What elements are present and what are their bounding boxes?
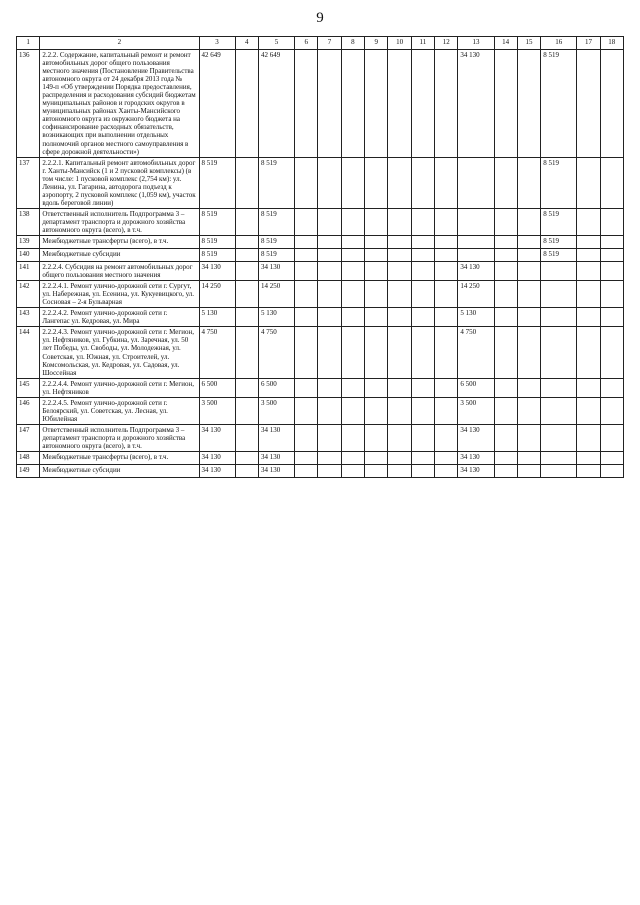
table-row <box>17 281 624 308</box>
amount-cell <box>541 308 577 327</box>
amount-cell <box>365 308 388 327</box>
amount-cell <box>318 281 341 308</box>
amount-cell <box>411 208 434 235</box>
amount-cell <box>235 397 258 424</box>
amount-cell <box>318 208 341 235</box>
amount-cell: 4 750 <box>258 327 294 378</box>
row-number-cell: 137 <box>17 157 40 208</box>
amount-cell <box>411 308 434 327</box>
column-header: 14 <box>494 37 517 50</box>
amount-cell <box>365 249 388 262</box>
amount-cell <box>517 465 540 478</box>
table-row <box>17 397 624 424</box>
amount-cell <box>517 424 540 451</box>
amount-cell <box>411 262 434 281</box>
amount-cell <box>541 397 577 424</box>
amount-cell: 34 130 <box>458 424 494 451</box>
amount-cell: 8 519 <box>199 236 235 249</box>
amount-cell: 6 500 <box>458 378 494 397</box>
row-name-cell: Межбюджетные трансферты (всего), в т.ч. <box>40 452 199 465</box>
amount-cell <box>411 465 434 478</box>
amount-cell <box>600 262 623 281</box>
amount-cell <box>494 327 517 378</box>
column-header: 7 <box>318 37 341 50</box>
amount-cell <box>388 262 411 281</box>
column-header: 11 <box>411 37 434 50</box>
budget-table <box>16 36 624 478</box>
amount-cell <box>411 236 434 249</box>
amount-cell <box>295 249 318 262</box>
table-row <box>17 157 624 208</box>
amount-cell <box>600 308 623 327</box>
amount-cell <box>435 249 458 262</box>
amount-cell <box>365 465 388 478</box>
row-name-cell: 2.2.2.4.5. Ремонт улично-дорожной сети г. Белоярский, ул. Советская, ул. Лесная, ул. Юбилейная <box>40 397 199 424</box>
amount-cell: 8 519 <box>541 249 577 262</box>
amount-cell <box>341 397 364 424</box>
amount-cell <box>600 208 623 235</box>
table-row <box>17 236 624 249</box>
amount-cell <box>388 397 411 424</box>
amount-cell <box>318 424 341 451</box>
amount-cell <box>411 424 434 451</box>
amount-cell: 5 130 <box>199 308 235 327</box>
amount-cell <box>517 236 540 249</box>
amount-cell <box>341 157 364 208</box>
amount-cell <box>341 236 364 249</box>
amount-cell <box>517 208 540 235</box>
table-row <box>17 327 624 378</box>
amount-cell <box>388 281 411 308</box>
table-row <box>17 452 624 465</box>
amount-cell <box>517 281 540 308</box>
amount-cell <box>600 249 623 262</box>
amount-cell <box>541 281 577 308</box>
budget-table-sheet <box>16 36 624 478</box>
amount-cell <box>577 50 600 158</box>
amount-cell <box>341 424 364 451</box>
amount-cell <box>494 50 517 158</box>
amount-cell <box>341 208 364 235</box>
amount-cell <box>235 327 258 378</box>
amount-cell <box>318 327 341 378</box>
amount-cell <box>577 465 600 478</box>
amount-cell <box>600 236 623 249</box>
amount-cell <box>435 281 458 308</box>
amount-cell <box>341 50 364 158</box>
amount-cell <box>388 236 411 249</box>
amount-cell <box>458 157 494 208</box>
amount-cell <box>517 308 540 327</box>
column-header: 9 <box>365 37 388 50</box>
amount-cell: 34 130 <box>199 262 235 281</box>
amount-cell: 3 500 <box>199 397 235 424</box>
amount-cell <box>600 50 623 158</box>
table-row <box>17 378 624 397</box>
amount-cell <box>318 465 341 478</box>
amount-cell <box>494 378 517 397</box>
amount-cell <box>600 465 623 478</box>
amount-cell <box>517 378 540 397</box>
amount-cell <box>517 157 540 208</box>
amount-cell <box>365 327 388 378</box>
amount-cell <box>411 397 434 424</box>
amount-cell <box>411 50 434 158</box>
amount-cell <box>600 397 623 424</box>
amount-cell <box>318 452 341 465</box>
column-header: 3 <box>199 37 235 50</box>
row-name-cell: 2.2.2.4.1. Ремонт улично-дорожной сети г. Сургут, ул. Набережная, ул. Есенина, ул. Кукуевицкого, ул. Сосновая – 2-я Бульварная <box>40 281 199 308</box>
amount-cell <box>435 465 458 478</box>
row-name-cell: 2.2.2.4. Субсидия на ремонт автомобильных дорог общего пользования местного значения <box>40 262 199 281</box>
amount-cell <box>541 465 577 478</box>
amount-cell <box>435 208 458 235</box>
table-row <box>17 262 624 281</box>
amount-cell <box>517 397 540 424</box>
amount-cell <box>341 378 364 397</box>
amount-cell <box>600 424 623 451</box>
amount-cell <box>388 208 411 235</box>
amount-cell: 4 750 <box>199 327 235 378</box>
amount-cell <box>494 281 517 308</box>
amount-cell <box>494 308 517 327</box>
amount-cell <box>411 157 434 208</box>
amount-cell <box>295 452 318 465</box>
amount-cell <box>341 327 364 378</box>
amount-cell <box>235 308 258 327</box>
amount-cell: 8 519 <box>199 249 235 262</box>
amount-cell <box>600 327 623 378</box>
amount-cell: 8 519 <box>199 208 235 235</box>
row-number-cell: 142 <box>17 281 40 308</box>
row-name-cell: 2.2.2.4.3. Ремонт улично-дорожной сети г. Мегион, ул. Нефтяников, ул. Губкина, ул. Заречная, ул. 50 лет Победы, ул. Свободы, ул. Молодежная, ул. Советская, ул. Южная, ул. Строителей, ул. Комсомольская, ул. Кедровая, ул. Садовая, ул. Шоссейная <box>40 327 199 378</box>
amount-cell <box>341 249 364 262</box>
amount-cell <box>577 452 600 465</box>
amount-cell: 34 130 <box>258 465 294 478</box>
amount-cell <box>435 452 458 465</box>
amount-cell: 8 519 <box>258 249 294 262</box>
row-number-cell: 138 <box>17 208 40 235</box>
amount-cell <box>318 249 341 262</box>
row-name-cell: Межбюджетные трансферты (всего), в т.ч. <box>40 236 199 249</box>
amount-cell <box>318 262 341 281</box>
table-row <box>17 208 624 235</box>
amount-cell: 34 130 <box>258 262 294 281</box>
amount-cell <box>494 397 517 424</box>
amount-cell <box>388 327 411 378</box>
amount-cell: 3 500 <box>458 397 494 424</box>
row-number-cell: 149 <box>17 465 40 478</box>
amount-cell: 8 519 <box>541 50 577 158</box>
amount-cell: 34 130 <box>258 424 294 451</box>
amount-cell <box>235 424 258 451</box>
row-number-cell: 141 <box>17 262 40 281</box>
amount-cell <box>435 424 458 451</box>
row-name-cell: Межбюджетные субсидии <box>40 249 199 262</box>
amount-cell <box>295 236 318 249</box>
row-number-cell: 136 <box>17 50 40 158</box>
amount-cell: 8 519 <box>258 157 294 208</box>
amount-cell: 34 130 <box>458 465 494 478</box>
amount-cell <box>295 208 318 235</box>
amount-cell <box>388 308 411 327</box>
amount-cell <box>517 262 540 281</box>
column-header: 13 <box>458 37 494 50</box>
amount-cell <box>577 281 600 308</box>
amount-cell <box>494 249 517 262</box>
amount-cell <box>494 208 517 235</box>
amount-cell <box>577 308 600 327</box>
amount-cell: 4 750 <box>458 327 494 378</box>
amount-cell <box>365 378 388 397</box>
amount-cell <box>295 281 318 308</box>
row-number-cell: 145 <box>17 378 40 397</box>
column-header: 5 <box>258 37 294 50</box>
amount-cell <box>577 208 600 235</box>
amount-cell: 34 130 <box>199 452 235 465</box>
amount-cell <box>458 236 494 249</box>
amount-cell: 34 130 <box>258 452 294 465</box>
amount-cell <box>577 327 600 378</box>
column-header: 1 <box>17 37 40 50</box>
amount-cell <box>365 281 388 308</box>
amount-cell <box>365 424 388 451</box>
amount-cell <box>541 424 577 451</box>
table-row <box>17 465 624 478</box>
amount-cell: 8 519 <box>541 208 577 235</box>
amount-cell <box>600 452 623 465</box>
amount-cell <box>577 249 600 262</box>
amount-cell <box>235 452 258 465</box>
amount-cell <box>365 236 388 249</box>
amount-cell <box>365 50 388 158</box>
column-header: 2 <box>40 37 199 50</box>
amount-cell <box>435 327 458 378</box>
amount-cell <box>541 327 577 378</box>
amount-cell <box>411 249 434 262</box>
amount-cell <box>517 327 540 378</box>
amount-cell: 42 649 <box>199 50 235 158</box>
amount-cell <box>517 249 540 262</box>
column-header: 8 <box>341 37 364 50</box>
amount-cell <box>494 452 517 465</box>
row-name-cell: Ответственный исполнитель Подпрограмма 3 – департамент транспорта и дорожного хозяйства автономного округа (всего), в т.ч. <box>40 208 199 235</box>
row-number-cell: 147 <box>17 424 40 451</box>
amount-cell: 34 130 <box>458 262 494 281</box>
amount-cell <box>235 236 258 249</box>
amount-cell <box>541 452 577 465</box>
amount-cell <box>517 452 540 465</box>
amount-cell <box>318 378 341 397</box>
amount-cell <box>235 208 258 235</box>
column-header: 6 <box>295 37 318 50</box>
amount-cell <box>388 50 411 158</box>
amount-cell <box>295 465 318 478</box>
amount-cell <box>577 397 600 424</box>
table-row <box>17 308 624 327</box>
amount-cell: 42 649 <box>258 50 294 158</box>
amount-cell <box>235 378 258 397</box>
amount-cell: 14 250 <box>258 281 294 308</box>
amount-cell <box>388 424 411 451</box>
amount-cell: 5 130 <box>458 308 494 327</box>
amount-cell <box>435 397 458 424</box>
row-number-cell: 146 <box>17 397 40 424</box>
row-number-cell: 148 <box>17 452 40 465</box>
amount-cell <box>318 397 341 424</box>
amount-cell <box>435 308 458 327</box>
row-name-cell: 2.2.2. Содержание, капитальный ремонт и ремонт автомобильных дорог общего пользования местного значения (Постановление Правительства автономного округа от 24 декабря 2013 года № 149-п «Об утверждении Порядка предоставления, распределения и расходования субсидий бюджетам муниципальных районов и городских округов в муниципальных районах Ханты-Мансийского автономного округа из окружного бюджета на софинансирование расходных обязательств, возникающих при выполнении отдельных полномочий органов местного самоуправления в сфере дорожной деятельности») <box>40 50 199 158</box>
table-row <box>17 50 624 158</box>
row-name-cell: 2.2.2.4.4. Ремонт улично-дорожной сети г. Мегион, ул. Нефтяников <box>40 378 199 397</box>
amount-cell: 6 500 <box>258 378 294 397</box>
amount-cell <box>435 157 458 208</box>
table-body <box>17 50 624 478</box>
row-number-cell: 140 <box>17 249 40 262</box>
amount-cell <box>295 378 318 397</box>
amount-cell <box>435 262 458 281</box>
amount-cell: 14 250 <box>199 281 235 308</box>
row-name-cell: Ответственный исполнитель Подпрограмма 3 – департамент транспорта и дорожного хозяйства автономного округа (всего), в т.ч. <box>40 424 199 451</box>
row-name-cell: 2.2.2.1. Капитальный ремонт автомобильных дорог г. Ханты-Мансийск (1 и 2 пусковой комплексы) (в том числе: 1 пусковой комплекс (2,754 км): ул. Ленина, ул. Гагарина, автодорога подъезд к аэропорту, 2 пусковой комплекс (1,059 км), участок вдоль береговой линии) <box>40 157 199 208</box>
amount-cell <box>600 157 623 208</box>
amount-cell <box>577 236 600 249</box>
amount-cell <box>577 157 600 208</box>
amount-cell <box>235 465 258 478</box>
column-header: 10 <box>388 37 411 50</box>
amount-cell <box>411 281 434 308</box>
amount-cell <box>341 262 364 281</box>
amount-cell <box>341 452 364 465</box>
column-header: 15 <box>517 37 540 50</box>
amount-cell <box>435 378 458 397</box>
amount-cell <box>341 281 364 308</box>
amount-cell <box>600 378 623 397</box>
amount-cell <box>295 50 318 158</box>
amount-cell: 8 519 <box>258 236 294 249</box>
amount-cell: 6 500 <box>199 378 235 397</box>
amount-cell <box>295 262 318 281</box>
row-name-cell: 2.2.2.4.2. Ремонт улично-дорожной сети г. Лангепас ул. Кедровая, ул. Мира <box>40 308 199 327</box>
amount-cell <box>235 262 258 281</box>
amount-cell <box>388 249 411 262</box>
amount-cell <box>388 157 411 208</box>
amount-cell <box>318 236 341 249</box>
amount-cell <box>235 50 258 158</box>
amount-cell <box>517 50 540 158</box>
amount-cell: 8 519 <box>541 157 577 208</box>
amount-cell <box>365 157 388 208</box>
amount-cell: 8 519 <box>199 157 235 208</box>
amount-cell <box>458 249 494 262</box>
amount-cell: 3 500 <box>258 397 294 424</box>
amount-cell <box>295 157 318 208</box>
amount-cell <box>295 327 318 378</box>
amount-cell <box>365 208 388 235</box>
column-header: 18 <box>600 37 623 50</box>
amount-cell <box>235 249 258 262</box>
amount-cell <box>235 281 258 308</box>
column-number-header-row <box>17 37 624 50</box>
column-header: 16 <box>541 37 577 50</box>
page-number: 9 <box>316 10 324 26</box>
amount-cell <box>494 424 517 451</box>
amount-cell: 5 130 <box>258 308 294 327</box>
table-row <box>17 249 624 262</box>
amount-cell: 34 130 <box>458 452 494 465</box>
row-number-cell: 139 <box>17 236 40 249</box>
amount-cell <box>577 378 600 397</box>
amount-cell <box>494 236 517 249</box>
amount-cell <box>365 262 388 281</box>
amount-cell <box>295 424 318 451</box>
amount-cell <box>295 397 318 424</box>
amount-cell <box>411 327 434 378</box>
amount-cell <box>458 208 494 235</box>
amount-cell <box>541 378 577 397</box>
amount-cell <box>577 424 600 451</box>
column-header: 12 <box>435 37 458 50</box>
amount-cell <box>365 397 388 424</box>
amount-cell <box>411 452 434 465</box>
amount-cell <box>494 157 517 208</box>
amount-cell <box>435 236 458 249</box>
amount-cell <box>388 465 411 478</box>
amount-cell <box>541 262 577 281</box>
amount-cell <box>295 308 318 327</box>
amount-cell: 34 130 <box>199 465 235 478</box>
amount-cell <box>388 378 411 397</box>
amount-cell <box>411 378 434 397</box>
amount-cell <box>388 452 411 465</box>
table-row <box>17 424 624 451</box>
amount-cell <box>341 308 364 327</box>
amount-cell <box>494 262 517 281</box>
amount-cell <box>318 50 341 158</box>
amount-cell: 34 130 <box>458 50 494 158</box>
amount-cell: 34 130 <box>199 424 235 451</box>
amount-cell <box>235 157 258 208</box>
amount-cell <box>341 465 364 478</box>
amount-cell <box>435 50 458 158</box>
row-number-cell: 143 <box>17 308 40 327</box>
amount-cell <box>494 465 517 478</box>
amount-cell <box>365 452 388 465</box>
column-header: 4 <box>235 37 258 50</box>
amount-cell: 14 250 <box>458 281 494 308</box>
amount-cell: 8 519 <box>541 236 577 249</box>
row-name-cell: Межбюджетные субсидии <box>40 465 199 478</box>
amount-cell <box>318 157 341 208</box>
amount-cell <box>318 308 341 327</box>
amount-cell: 8 519 <box>258 208 294 235</box>
row-number-cell: 144 <box>17 327 40 378</box>
column-header: 17 <box>577 37 600 50</box>
amount-cell <box>600 281 623 308</box>
amount-cell <box>577 262 600 281</box>
